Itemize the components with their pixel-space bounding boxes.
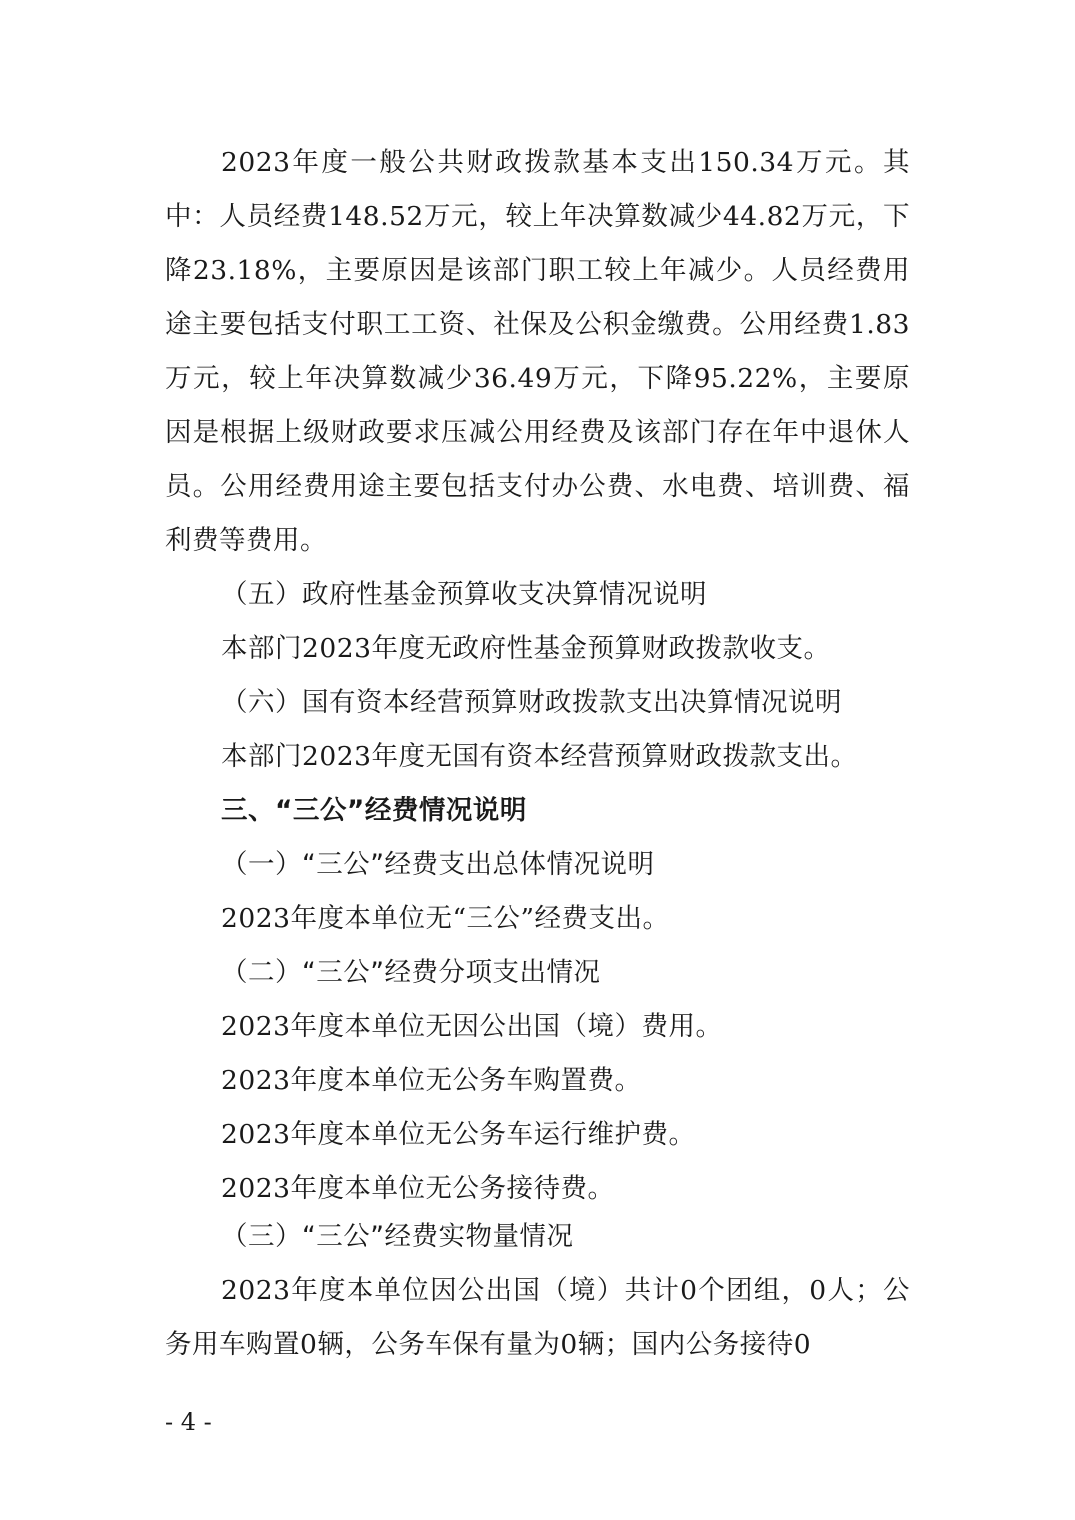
heading-three-public-itemized: （二）“三公”经费分项支出情况 [221, 957, 601, 988]
heading-state-capital: （六）国有资本经营预算财政拨款支出决算情况说明 [221, 687, 842, 718]
section-heading-three-public: 三、“三公”经费情况说明 [221, 795, 527, 826]
paragraph-basic-expenditure: 2023年度一般公共财政拨款基本支出150.34万元。其中：人员经费148.52万元，较上年决算数减少44.82万元，下降23.18%，主要原因是该部门职工较上年减少。人员经费用途主要包括支付职工工资、社保及公积金缴费。公用经费1.83万元，较上年决算数减少36.49万元，下降95.22%，主要原因是根据上级财政要求压减公用经费及该部门存在年中退休人员。公用经费用途主要包括支付办公费、水电费、培训费、福利费等费用。 [165, 147, 910, 556]
page-number: - 4 - [165, 1408, 212, 1436]
paragraph-reception-expense: 2023年度本单位无公务接待费。 [221, 1173, 615, 1204]
paragraph-vehicle-purchase: 2023年度本单位无公务车购置费。 [221, 1065, 642, 1096]
heading-government-fund: （五）政府性基金预算收支决算情况说明 [221, 579, 707, 610]
paragraph-three-public-overview: 2023年度本单位无“三公”经费支出。 [221, 903, 670, 934]
heading-three-public-physical: （三）“三公”经费实物量情况 [221, 1221, 574, 1252]
paragraph-overseas-expense: 2023年度本单位无因公出国（境）费用。 [221, 1011, 723, 1042]
paragraph-state-capital: 本部门2023年度无国有资本经营预算财政拨款支出。 [221, 741, 858, 772]
heading-three-public-overview: （一）“三公”经费支出总体情况说明 [221, 849, 655, 880]
paragraph-three-public-physical: 2023年度本单位因公出国（境）共计0个团组，0人；公务用车购置0辆，公务车保有量为0辆；国内公务接待0 [165, 1275, 910, 1360]
paragraph-vehicle-maintenance: 2023年度本单位无公务车运行维护费。 [221, 1119, 696, 1150]
paragraph-government-fund: 本部门2023年度无政府性基金预算财政拨款收支。 [221, 633, 831, 664]
